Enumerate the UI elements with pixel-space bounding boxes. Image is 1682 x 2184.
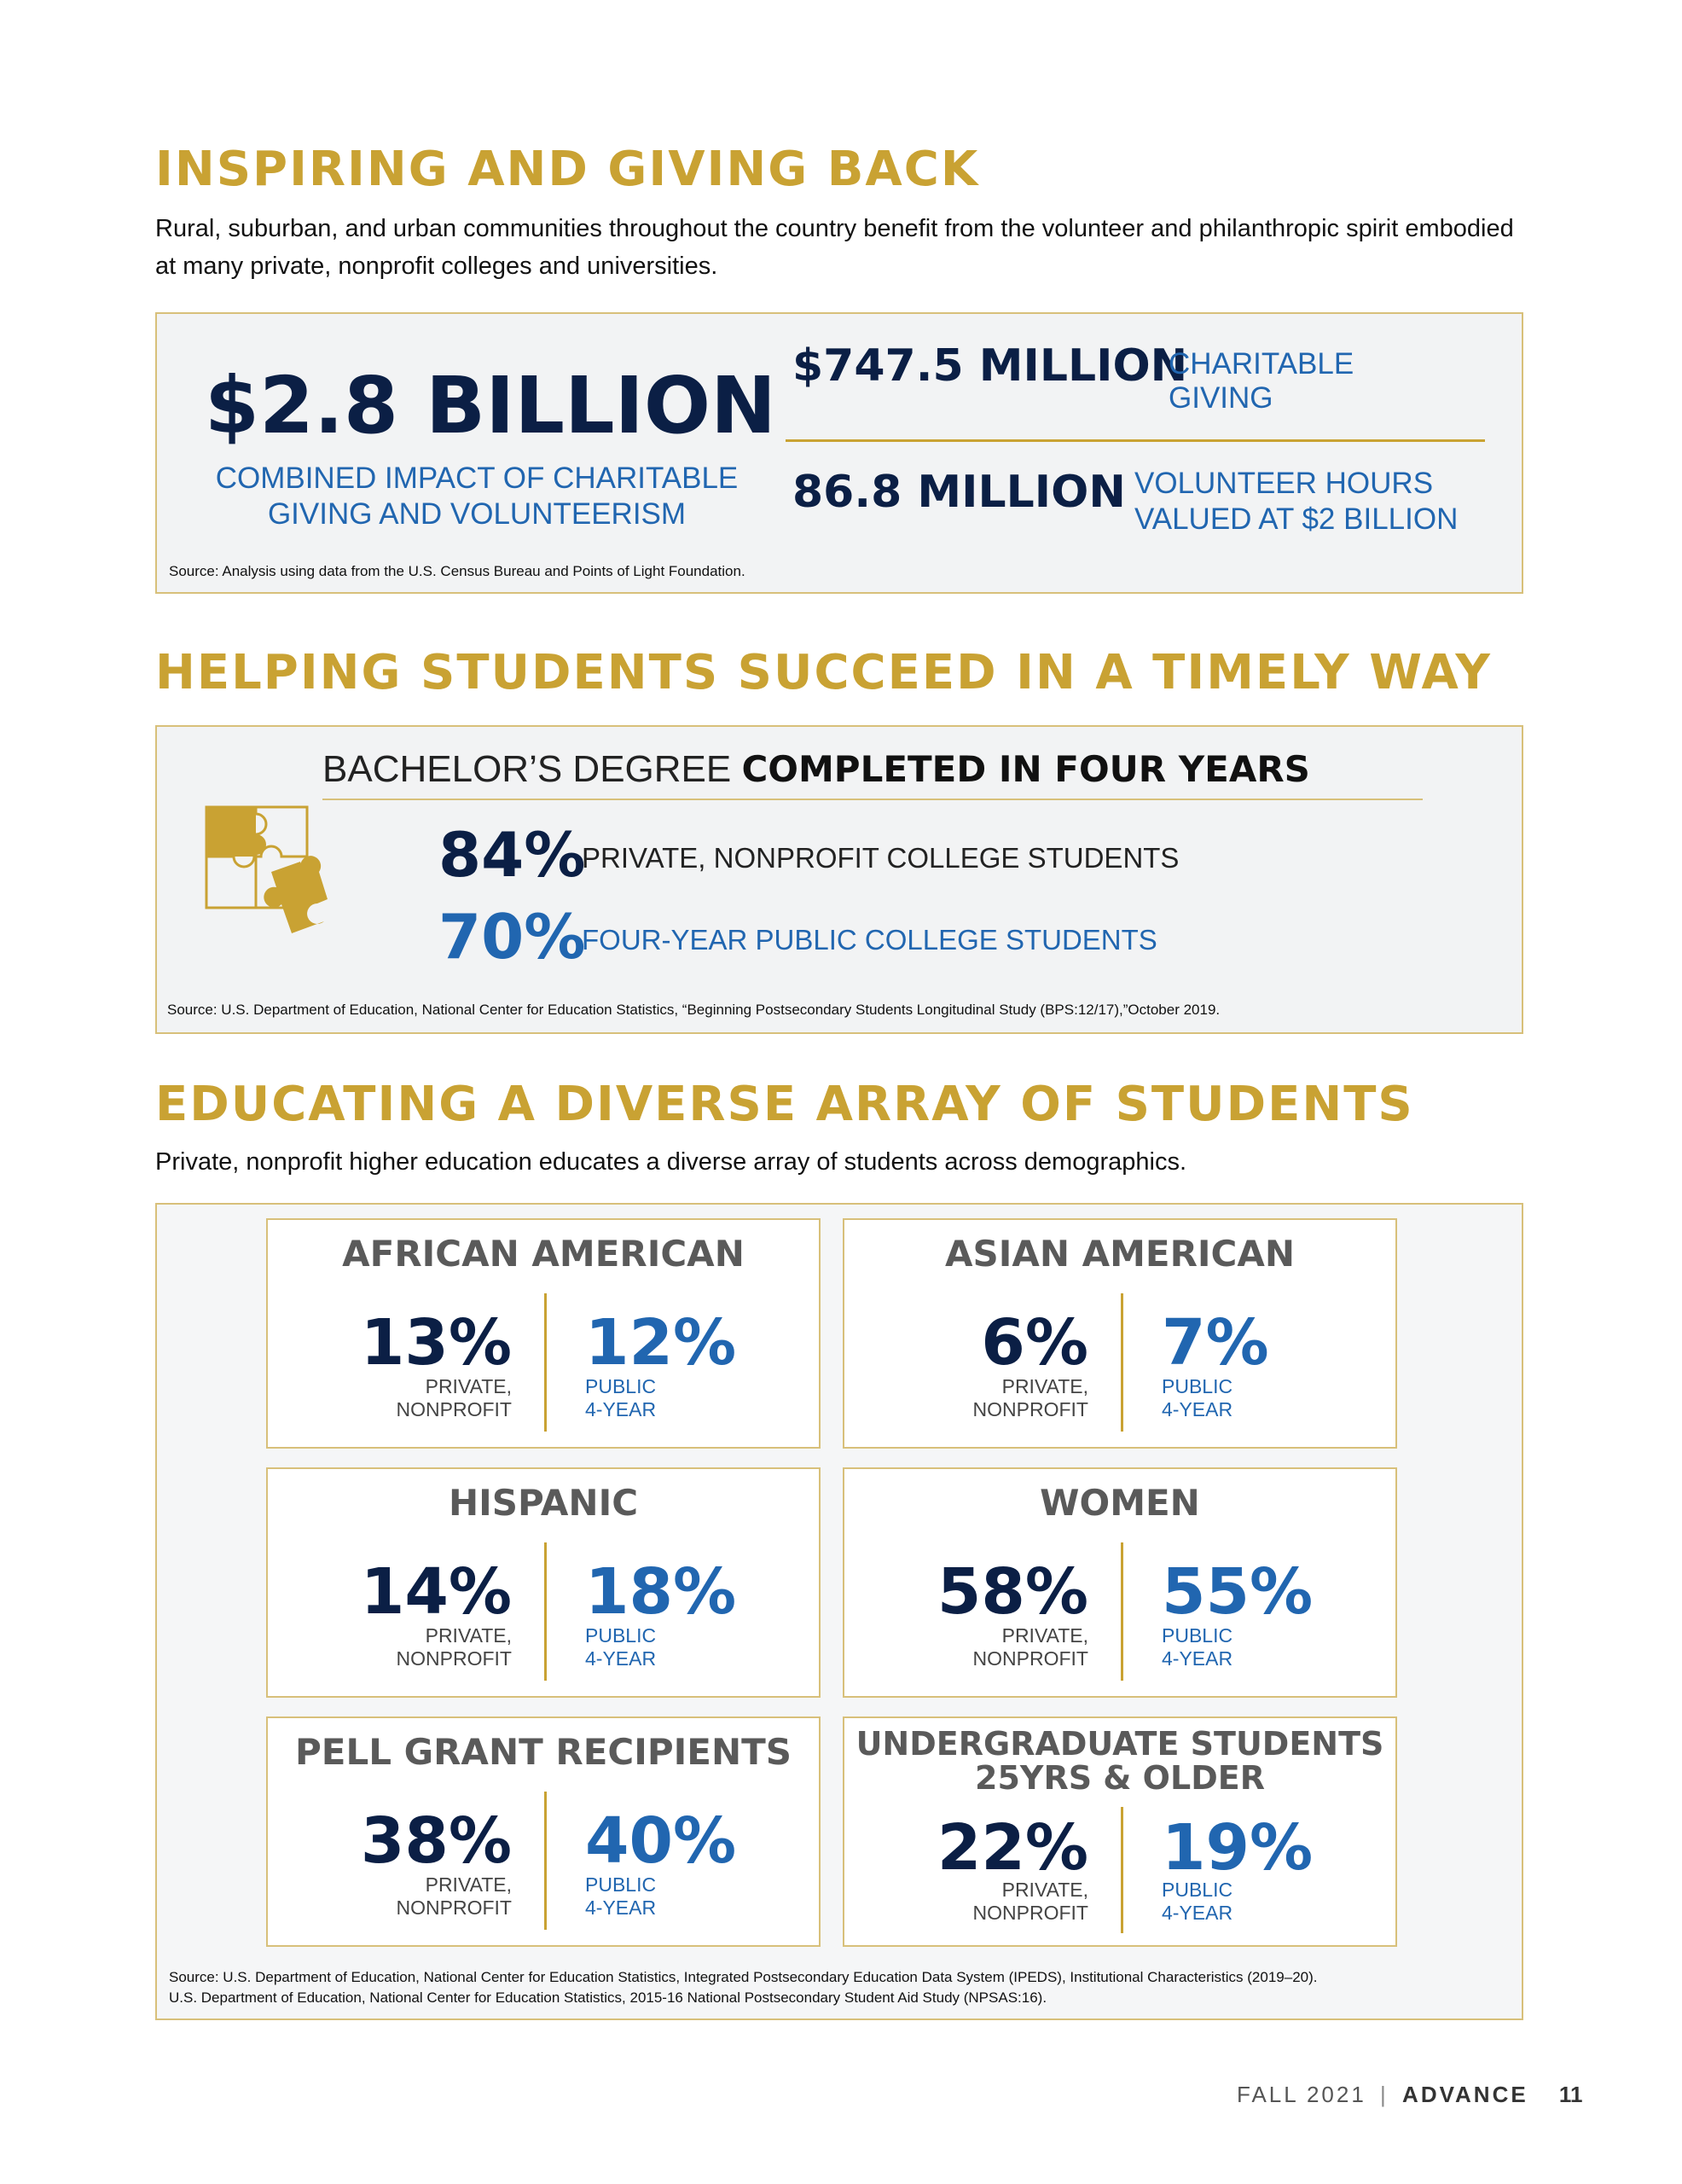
diverse-source-line1: Source: U.S. Department of Education, National Center for Education Statistics, Integrated Postsecondary Education Data System (IPEDS), Institutional Characteristics (2019–20).	[169, 1969, 1318, 1985]
volunteer-hours-label-line1: VOLUNTEER HOURS	[1134, 467, 1434, 500]
volunteer-hours-label-line2: VALUED AT $2 BILLION	[1134, 502, 1459, 536]
giving-back-panel	[155, 312, 1523, 594]
private-completion-value: 84%	[438, 819, 586, 891]
card-divider	[544, 1542, 547, 1681]
page-footer	[1237, 2082, 1583, 2108]
private-value: 6%	[981, 1306, 1088, 1380]
combined-impact-value: $2.8 BILLION	[205, 360, 777, 451]
diverse-panel	[155, 1203, 1523, 2020]
private-label: PRIVATE, NONPROFIT	[972, 1375, 1088, 1420]
card-divider	[544, 1293, 547, 1432]
private-value: 13%	[360, 1306, 512, 1380]
charitable-giving-label-line2: GIVING	[1169, 381, 1273, 415]
card-pell-grant	[266, 1716, 821, 1947]
section-intro-giving-back: Rural, suburban, and urban communities throughout the country benefit from the volunteer and philanthropic spirit embodied at many private, nonprofit colleges and universities.	[155, 215, 1514, 280]
public-value: 40%	[585, 1804, 737, 1878]
private-label: PRIVATE, NONPROFIT	[396, 1873, 512, 1919]
private-label: PRIVATE, NONPROFIT	[972, 1624, 1088, 1670]
private-value: 38%	[360, 1804, 512, 1878]
card-divider	[1121, 1542, 1123, 1681]
card-title: WOMEN	[1040, 1482, 1200, 1524]
public-completion-label: FOUR-YEAR PUBLIC COLLEGE STUDENTS	[582, 924, 1157, 956]
charitable-giving-label-line1: CHARITABLE	[1169, 347, 1354, 380]
stat-divider	[786, 439, 1485, 442]
charitable-giving-value: $747.5 MILLION	[792, 340, 1188, 392]
volunteer-hours-value: 86.8 MILLION	[792, 467, 1126, 518]
giving-back-source: Source: Analysis using data from the U.S. Census Bureau and Points of Light Foundation.	[169, 563, 745, 579]
timely-source: Source: U.S. Department of Education, National Center for Education Statistics, “Beginning Postsecondary Students Longitudinal Study (BPS:12/17),”October 2019.	[167, 1002, 1221, 1018]
section-title-giving-back: INSPIRING AND GIVING BACK	[155, 142, 980, 197]
page-number: 11	[1558, 2082, 1583, 2107]
card-asian-american	[843, 1218, 1397, 1449]
card-title: HISPANIC	[448, 1482, 639, 1524]
public-label: PUBLIC 4-YEAR	[1162, 1624, 1233, 1670]
combined-impact-label-line2: GIVING AND VOLUNTEERISM	[267, 497, 687, 531]
card-title: AFRICAN AMERICAN	[342, 1233, 745, 1275]
timely-panel	[155, 725, 1523, 1034]
public-label: PUBLIC 4-YEAR	[1162, 1375, 1233, 1420]
degree-heading-bold: COMPLETED IN FOUR YEARS	[741, 748, 1310, 790]
private-value: 22%	[937, 1811, 1088, 1885]
public-value: 7%	[1162, 1306, 1269, 1380]
card-undergraduate-25-older	[843, 1716, 1397, 1947]
public-value: 12%	[585, 1306, 737, 1380]
degree-heading-light: BACHELOR’S DEGREE	[322, 748, 742, 790]
section-title-diverse: EDUCATING A DIVERSE ARRAY OF STUDENTS	[155, 1077, 1414, 1132]
footer-season: FALL 2021	[1237, 2082, 1366, 2107]
card-african-american	[266, 1218, 821, 1449]
card-hispanic	[266, 1467, 821, 1698]
section-title-timely: HELPING STUDENTS SUCCEED IN A TIMELY WAY	[155, 645, 1492, 700]
card-divider	[1121, 1807, 1123, 1933]
puzzle-icon	[200, 800, 345, 945]
public-label: PUBLIC 4-YEAR	[1162, 1879, 1233, 1924]
section-intro-diverse: Private, nonprofit higher education educates a diverse array of students across demographics.	[155, 1148, 1187, 1176]
footer-publication: ADVANCE	[1402, 2082, 1528, 2107]
card-divider	[1121, 1293, 1123, 1432]
public-value: 19%	[1162, 1811, 1314, 1885]
card-title: UNDERGRADUATE STUDENTS 25YRS & OLDER	[856, 1725, 1384, 1797]
private-label: PRIVATE, NONPROFIT	[972, 1879, 1088, 1924]
card-title: PELL GRANT RECIPIENTS	[295, 1731, 792, 1773]
private-value: 58%	[937, 1555, 1088, 1629]
public-value: 55%	[1162, 1555, 1314, 1629]
degree-heading	[322, 746, 1310, 793]
public-label: PUBLIC 4-YEAR	[585, 1624, 657, 1670]
public-label: PUBLIC 4-YEAR	[585, 1375, 657, 1420]
private-value: 14%	[360, 1555, 512, 1629]
card-title: ASIAN AMERICAN	[944, 1233, 1296, 1275]
degree-heading-underline	[322, 799, 1423, 800]
public-value: 18%	[585, 1555, 737, 1629]
public-completion-value: 70%	[438, 901, 586, 973]
card-divider	[544, 1792, 547, 1930]
footer-separator: |	[1380, 2082, 1389, 2107]
private-label: PRIVATE, NONPROFIT	[396, 1624, 512, 1670]
public-label: PUBLIC 4-YEAR	[585, 1873, 657, 1919]
diverse-source-line2: U.S. Department of Education, National Center for Education Statistics, 2015-16 National Postsecondary Student Aid Study (NPSAS:16).	[169, 1989, 1047, 2006]
combined-impact-label-line1: COMBINED IMPACT OF CHARITABLE	[215, 462, 739, 495]
card-women	[843, 1467, 1397, 1698]
private-completion-label: PRIVATE, NONPROFIT COLLEGE STUDENTS	[582, 842, 1180, 874]
private-label: PRIVATE, NONPROFIT	[396, 1375, 512, 1420]
